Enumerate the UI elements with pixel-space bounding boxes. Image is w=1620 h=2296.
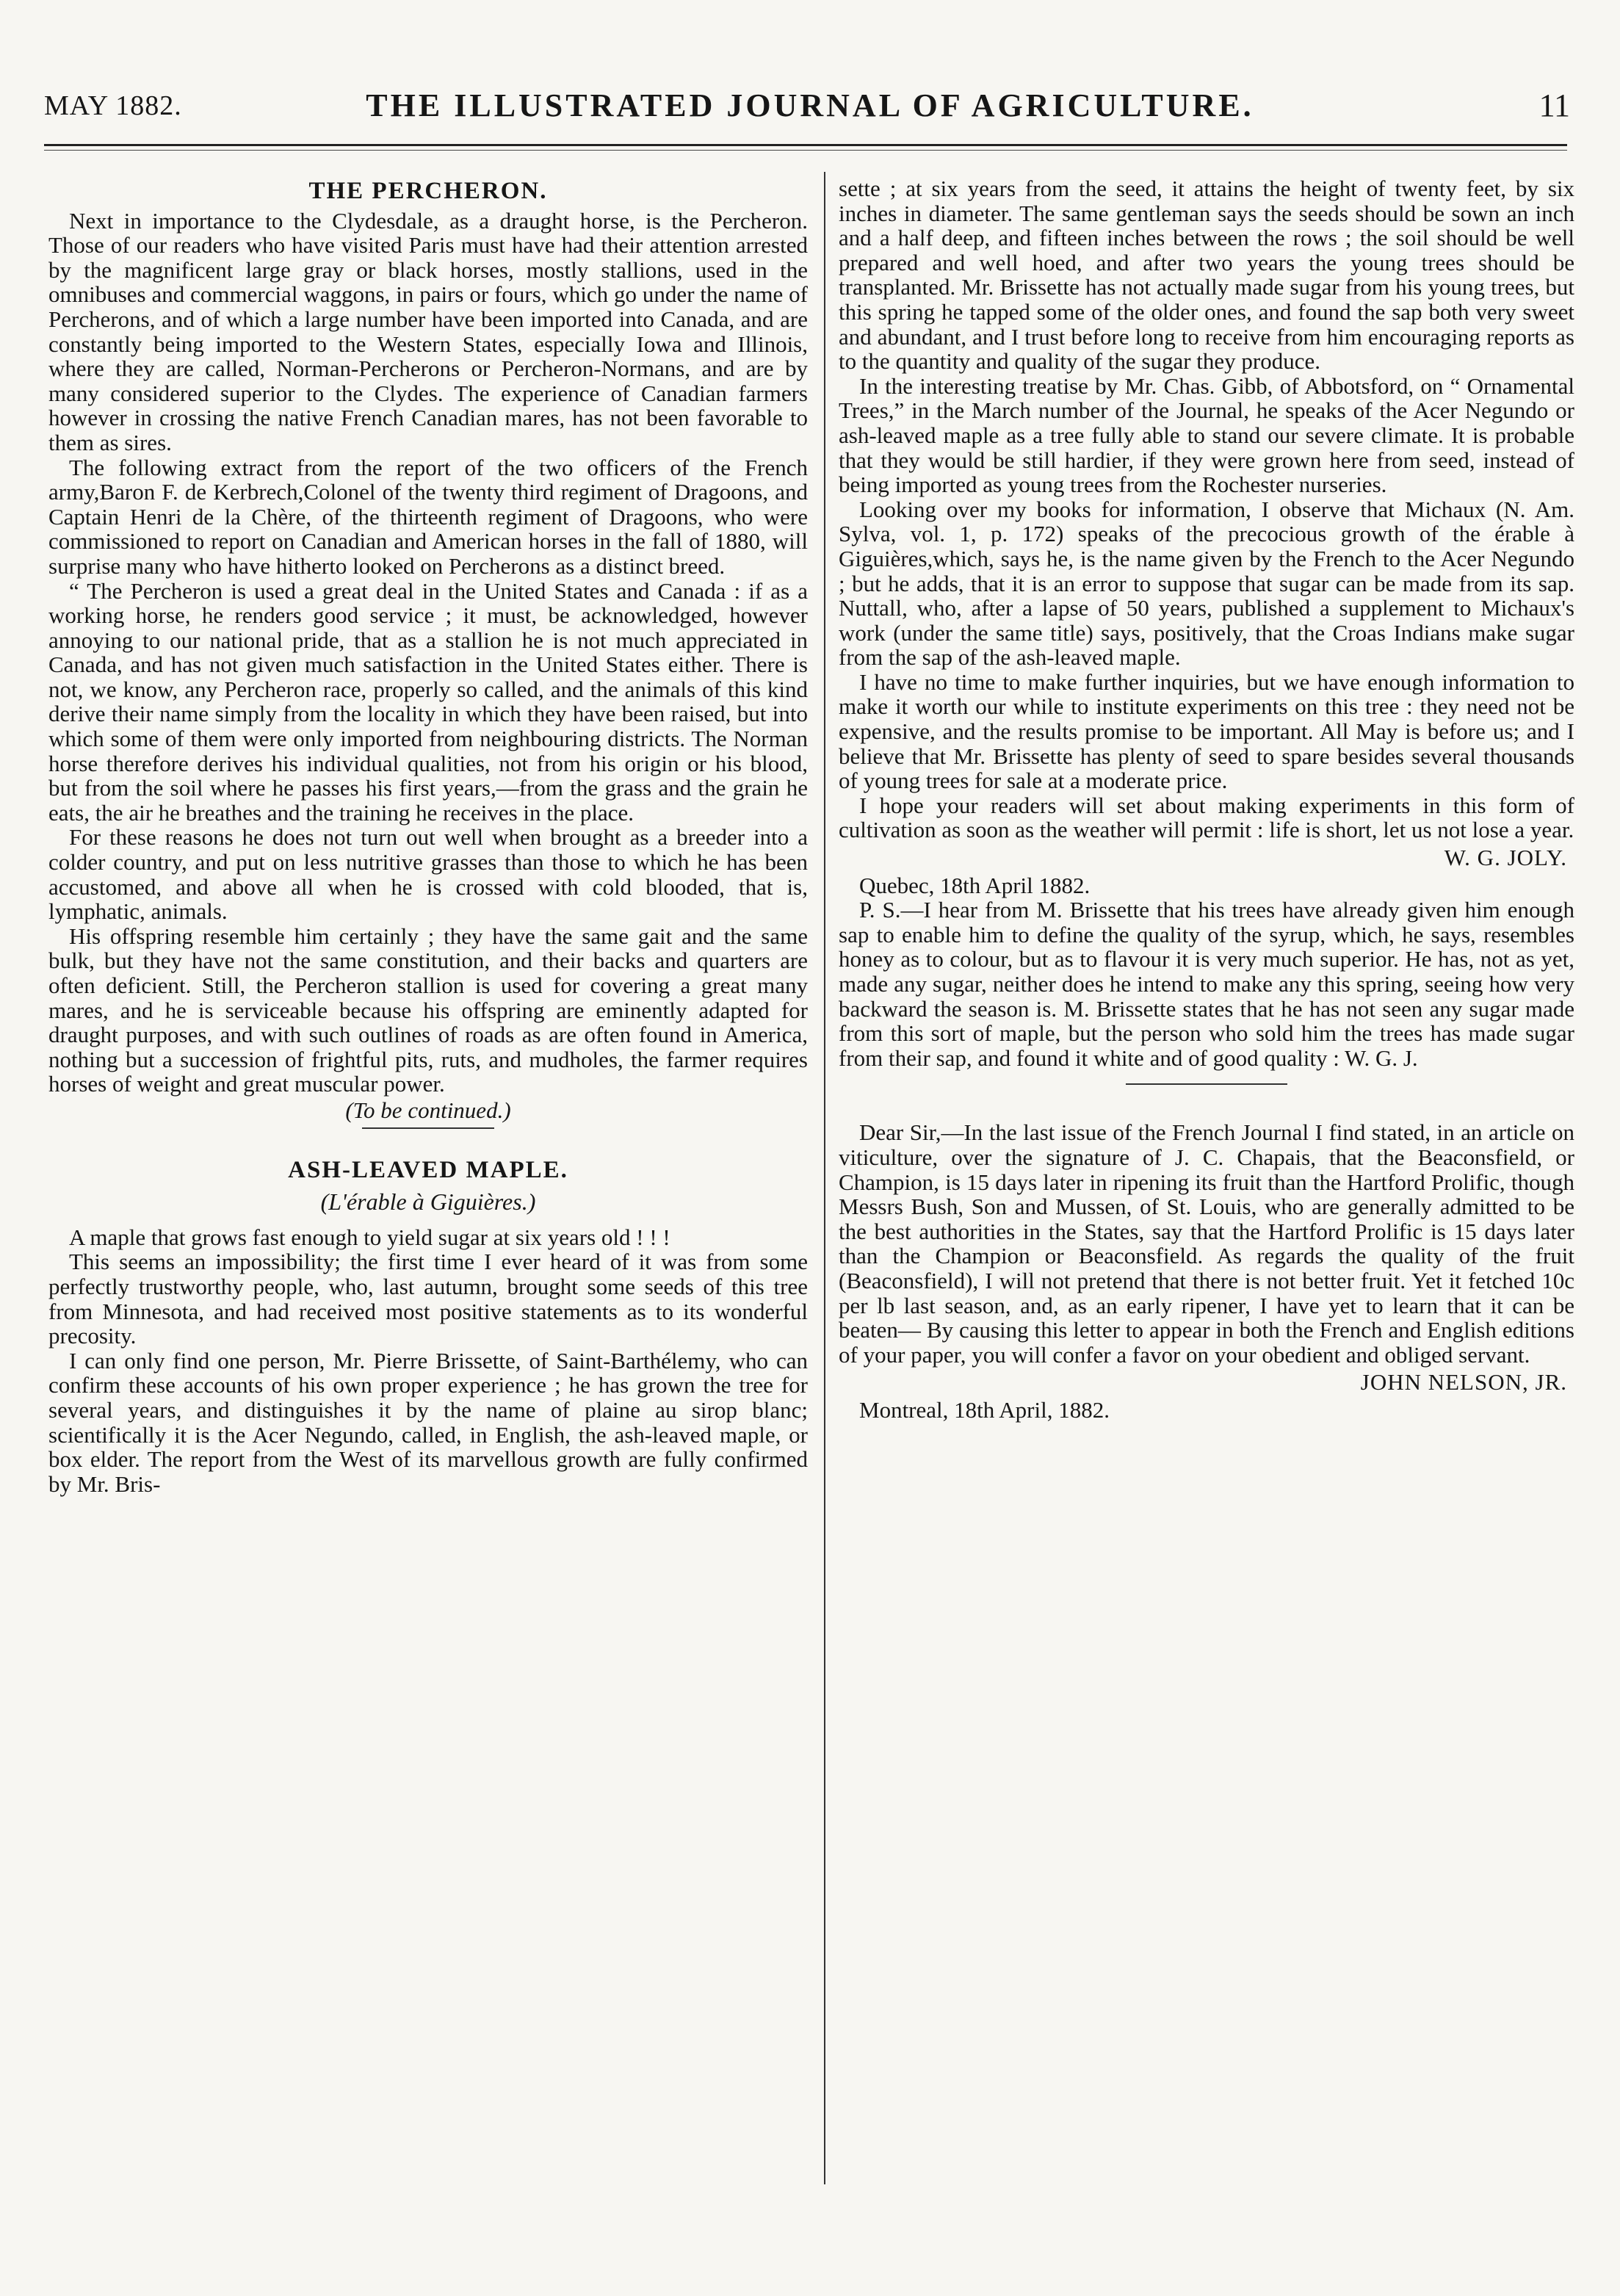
maple-paragraph-3-continued: sette ; at six years from the seed, it attains the height of twenty feet, by six inches in diameter. The same gentleman says the seeds should be sown an inch and a half deep, and fifteen inches between the rows ; the soil should be well prepared and well hoed, and after two years the young trees should be transplanted. Mr. Brissette has not actually made sugar from his young trees, but this spring he tapped some of the older ones, and found the sap both very sweet and abundant, and I trust before long to receive from him encouraging reports as to the quantity and quality of the sugar they produce. xyxy=(839,176,1574,375)
maple-paragraph-3: I can only find one person, Mr. Pierre Brissette, of Saint-Barthélemy, who can confirm these accounts of his own proper experience ; he has grown the tree for several years, and distinguishes it by the name of plaine au sirop blanc; scientifically it is the Acer Negundo, called, in English, the ash-leaved maple, or box elder. The report from the West of its marvellous growth are fully confirmed by Mr. Bris- xyxy=(48,1347,808,1497)
left-column xyxy=(48,176,808,1496)
to-be-continued: (To be continued.) xyxy=(345,1097,511,1123)
letter-signature: JOHN NELSON, JR. xyxy=(1360,1369,1567,1396)
maple-paragraph-1: A maple that grows fast enough to yield sugar at six years old ! ! ! xyxy=(69,1224,670,1250)
maple-paragraph-4: In the interesting treatise by Mr. Chas. Gibb, of Abbotsford, on “ Ornamental Trees,” in the March number of the Journal, he speaks of the Acer Negundo or ash-leaved maple as a tree fully able to stand our severe climate. It is probable that they would be still hardier, if they were grown here from seed, instead of being imported as young trees from the Rochester nurseries. xyxy=(839,372,1574,498)
maple-subtitle: (L'érable à Giguières.) xyxy=(320,1188,536,1216)
section-rule xyxy=(362,1127,494,1129)
right-column xyxy=(839,176,1574,1423)
maple-title: ASH-LEAVED MAPLE. xyxy=(288,1156,568,1183)
percheron-title: THE PERCHERON. xyxy=(308,178,548,204)
percheron-paragraph-1: Next in importance to the Clydesdale, as a draught horse, is the Percheron. Those of our readers who have visited Paris must have had their attention arrested by the magnificent large gray or black horses, mostly stallions, used in the omnibuses and commercial waggons, in pairs or fours, which go under the name of Percherons, and of which a large number have been imported into Canada, and are constantly being imported to the Western States, especially Iowa and Illinois, where they are called, Norman-Percherons or Percheron-Normans, and are by many considered superior to the Clydes. The experience of Canadian farmers however in crossing the native French Canadian mares, has not been favorable to them as sires. xyxy=(48,207,808,455)
maple-signature: W. G. JOLY. xyxy=(1444,845,1567,871)
maple-paragraph-5: Looking over my books for information, I observe that Michaux (N. Am. Sylva, vol. 1, p. 172) speaks of the precocious growth of the érable à Giguières,which, says he, is the name given by the French to the Acer Negundo ; but he adds, that it is an error to suppose that sugar can be made from its sap. Nuttall, who, after a lapse of 50 years, published a supplement to Michaux's work (under the same title) says, positively, that the Croas Indians make sugar from the sap of the ash-leaved maple. xyxy=(839,496,1574,671)
letter-place-date: Montreal, 18th April, 1882. xyxy=(859,1396,1110,1423)
header-rule xyxy=(44,144,1567,146)
header-rule-thin xyxy=(44,150,1567,151)
journal-title: THE ILLUSTRATED JOURNAL OF AGRICULTURE. xyxy=(366,87,1254,123)
letter-body: Dear Sir,—In the last issue of the French Journal I find stated, in an article on viticulture, over the signature of J. C. Chapais, that the Beaconsfield, or Champion, is 15 days later in ripening its fruit than the Hartford Prolific, though Messrs Bush, Son and Mussen, of St. Louis, who are generally admitted to be the best authorities in the States, say that the Hartford Prolific is 15 days later than the Champion or Beaconsfield. As regards the quality of the fruit (Beaconsfield), I will not pretend that there is not better fruit. Yet it fetched 10c per lb last season, and, as an early ripener, I have yet to learn that it can be beaten— By causing this letter to appear in both the French and English editions of your paper, you will confer a favor on your obedient and obliged servant. xyxy=(839,1119,1574,1368)
page-number: 11 xyxy=(1538,87,1570,123)
letter-rule xyxy=(1126,1083,1287,1085)
page-header xyxy=(44,81,1576,132)
maple-paragraph-6: I have no time to make further inquiries, but we have enough information to make it worth our while to institute experiments on this tree : they need not be expensive, and the results promise to be important. All May is before us; and I believe that Mr. Brissette has plenty of seed to spare besides several thousands of young trees for sale at a moderate price. xyxy=(839,668,1574,794)
maple-postscript: P. S.—I hear from M. Brissette that his trees have already given him enough sap to enable him to define the quality of the syrup, which, he says, resembles honey as to colour, but as to flavour it is very much superior. He has, not as yet, made any sugar, neither does he intend to make any this spring, seeing how very backward the season is. M. Brissette states that he has not seen any sugar made from this sort of maple, but the person who sold him the trees has made sugar from their sap, and found it white and of good quality : W. G. J. xyxy=(839,897,1574,1071)
percheron-paragraph-2: The following extract from the report of the two officers of the French army,Baron F. de Kerbrech,Colonel of the twenty third regiment of Dragoons, and Captain Henri de la Chère, of the thirteenth regiment of Dragoons, who were commissioned to report on Canadian and American horses in the fall of 1880, will surprise many who have hitherto looked on Percherons as a distinct breed. xyxy=(48,454,808,579)
header-date: MAY 1882. xyxy=(44,90,182,121)
percheron-paragraph-5: His offspring resemble him certainly ; they have the same gait and the same bulk, but they have not the same constitution, and their backs and quarters are often deficient. Still, the Percheron stallion is used for covering a great many mares, and he is serviceable because his offspring are eminently adapted for draught purposes, and with such outlines of roads as are often found in America, nothing but a succession of frightful pits, ruts, and mudholes, the farmer requires horses of weight and great muscular power. xyxy=(48,923,808,1097)
maple-paragraph-2: This seems an impossibility; the first time I ever heard of it was from some perfectly trustworthy people, who, last autumn, brought some seeds of this tree from Minnesota, and had received most positive statements as to its wonderful precosity. xyxy=(48,1249,808,1349)
percheron-paragraph-3: “ The Percheron is used a great deal in the United States and Canada : if as a working horse, he renders good service ; it must, be acknowledged, however annoying to our national pride, that as a stallion he is not much appreciated in Canada, and has not given much satisfaction in the United States either. There is not, we know, any Percheron race, properly so called, and the animals of this kind derive their name simply from the locality in which they have been raised, but into which some of them were only imported from neighbouring districts. The Norman horse therefore derives his individual qualities, not from his origin or his blood, but from the soil where he passes his first years,—from the grass and the grain he eats, the air he breathes and the training he receives in the place. xyxy=(48,577,808,826)
column-divider xyxy=(824,172,825,2184)
maple-paragraph-7: I hope your readers will set about making experiments in this form of cultivation as soon as the weather will permit : life is short, let us not lose a year. xyxy=(839,792,1574,843)
maple-place-date: Quebec, 18th April 1882. xyxy=(859,872,1091,898)
percheron-paragraph-4: For these reasons he does not turn out well when brought as a breeder into a colder country, and put on less nutritive grasses than those to which he has been accustomed, and above all when he is crossed with cold blooded, that is, lymphatic, animals. xyxy=(48,824,808,925)
